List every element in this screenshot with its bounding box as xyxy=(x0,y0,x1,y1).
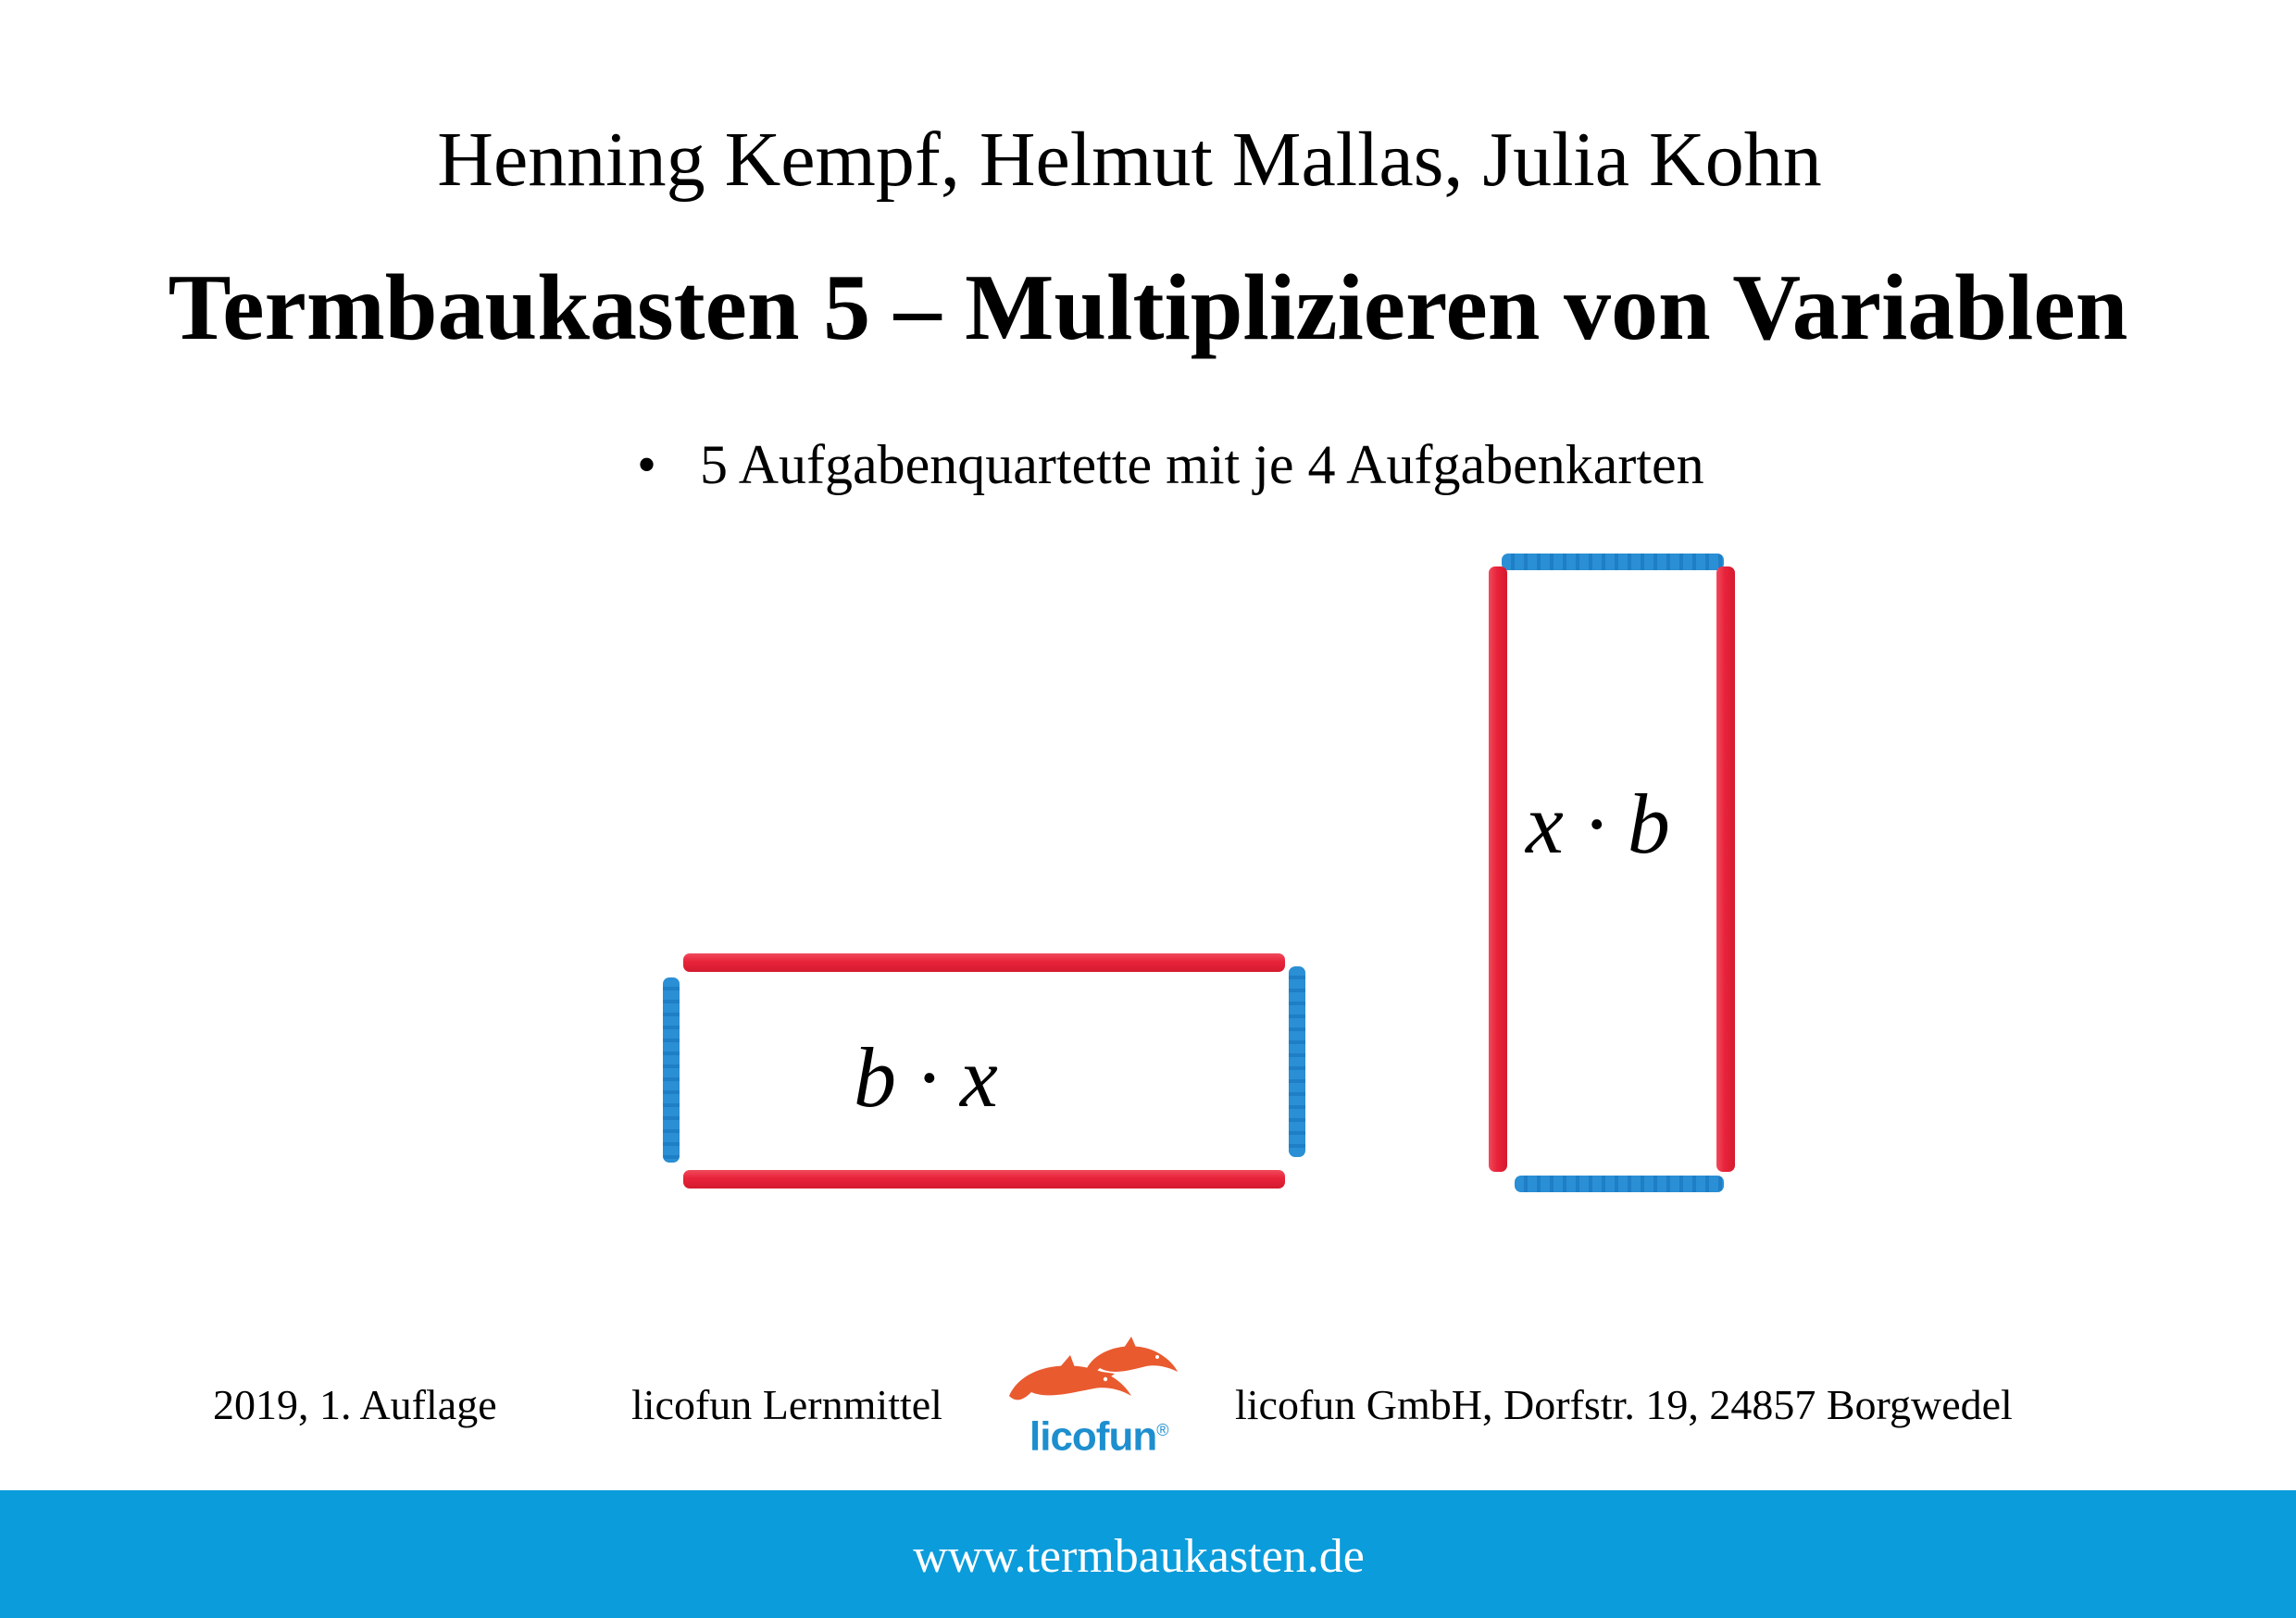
bullet-text: 5 Aufgabenquartette mit je 4 Aufgabenkarten xyxy=(700,434,1704,495)
dolphin-icon xyxy=(1002,1331,1200,1414)
blue-stick-right xyxy=(1289,966,1305,1157)
red-stick-left xyxy=(1489,566,1507,1172)
stick-frame-vertical xyxy=(1485,550,1741,1198)
blue-stick-left xyxy=(663,977,680,1163)
bullet-glyph: • xyxy=(637,434,657,495)
blue-stick-top xyxy=(1502,554,1724,570)
blue-stick-bottom xyxy=(1515,1176,1724,1192)
page-title: Termbaukasten 5 – Multiplizieren von Variablen xyxy=(168,255,2128,360)
publisher-series-text: licofun Lernmittel xyxy=(631,1381,942,1428)
website-link[interactable]: www.termbaukasten.de xyxy=(913,1530,1365,1583)
red-stick-right xyxy=(1716,566,1735,1172)
licofun-logo xyxy=(1002,1331,1200,1461)
logo-wordmark: licofun® xyxy=(1029,1413,1168,1460)
footer-band xyxy=(0,1490,2296,1618)
edition-text: 2019, 1. Auflage xyxy=(213,1381,497,1428)
stick-frame-horizontal xyxy=(663,946,1305,1196)
red-stick-top xyxy=(683,953,1285,972)
term-left: b · x xyxy=(854,1030,998,1125)
term-right: x · b xyxy=(1526,777,1670,871)
red-stick-bottom xyxy=(683,1170,1285,1189)
authors-line: Henning Kempf, Helmut Mallas, Julia Kohn xyxy=(437,117,1822,203)
address-text: licofun GmbH, Dorfstr. 19, 24857 Borgwedel xyxy=(1235,1381,2013,1428)
bullet-item xyxy=(637,428,1704,502)
